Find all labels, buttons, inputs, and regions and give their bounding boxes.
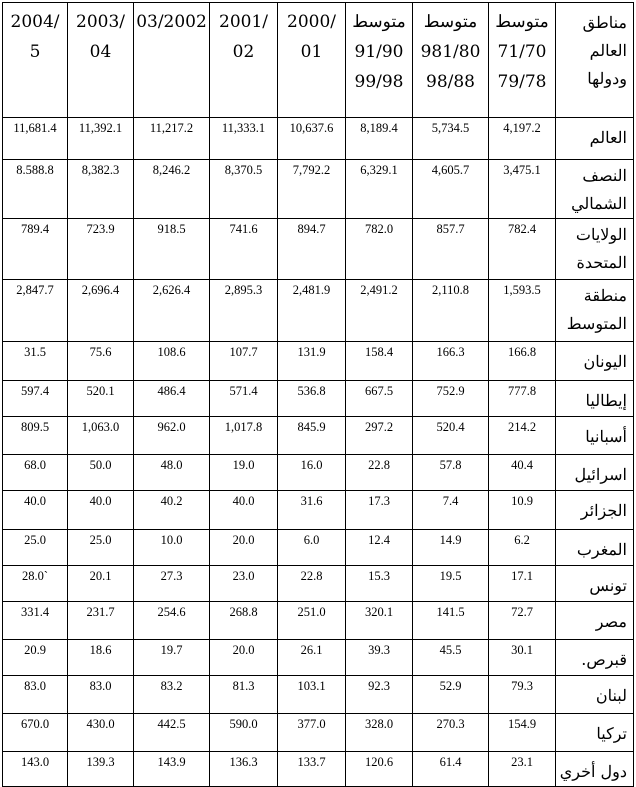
table-row xyxy=(3,640,634,676)
region-label: المغرب xyxy=(576,540,627,559)
value-cell: 20.0 xyxy=(210,530,278,566)
region-cell xyxy=(556,566,634,602)
value-cell: 18.6 xyxy=(68,640,134,676)
value-cell: 845.9 xyxy=(278,417,346,455)
value-cell: 141.5 xyxy=(413,602,489,640)
value-cell: 72.7 xyxy=(489,602,556,640)
table-row xyxy=(3,160,634,219)
region-cell xyxy=(556,417,634,455)
region-label: النصف xyxy=(582,166,627,185)
value-cell: 10.0 xyxy=(134,530,210,566)
value-cell: 8,189.4 xyxy=(346,118,413,160)
value-cell: 143.9 xyxy=(134,752,210,787)
header-period-6 xyxy=(134,3,210,118)
value-cell: 19.0 xyxy=(210,455,278,491)
value-cell: 11,217.2 xyxy=(134,118,210,160)
value-cell: 6,329.1 xyxy=(346,160,413,219)
table-row xyxy=(3,219,634,280)
header-line: 99/98 xyxy=(354,72,404,92)
region-cell xyxy=(556,530,634,566)
value-cell: 789.4 xyxy=(3,219,68,280)
value-cell: 158.4 xyxy=(346,342,413,381)
value-cell: 83.0 xyxy=(3,676,68,714)
header-line: 91/90 xyxy=(354,42,404,62)
value-cell: 1,017.8 xyxy=(210,417,278,455)
table-row xyxy=(3,491,634,530)
value-cell: 782.4 xyxy=(489,219,556,280)
region-label: الشمالي xyxy=(571,194,627,213)
table-row xyxy=(3,417,634,455)
region-cell xyxy=(556,752,634,787)
value-cell: 667.5 xyxy=(346,381,413,417)
value-cell: 1,063.0 xyxy=(68,417,134,455)
value-cell: 214.2 xyxy=(489,417,556,455)
value-cell: 23.1 xyxy=(489,752,556,787)
value-cell: 1,593.5 xyxy=(489,280,556,342)
table-row xyxy=(3,602,634,640)
value-cell: 5,734.5 xyxy=(413,118,489,160)
region-cell xyxy=(556,160,634,219)
region-label: تركيا xyxy=(596,724,627,743)
value-cell: 254.6 xyxy=(134,602,210,640)
value-cell: 723.9 xyxy=(68,219,134,280)
value-cell: 8,370.5 xyxy=(210,160,278,219)
header-period-4 xyxy=(278,3,346,118)
value-cell: 45.5 xyxy=(413,640,489,676)
region-label: العالم xyxy=(589,128,627,147)
value-cell: 19.7 xyxy=(134,640,210,676)
value-cell: 571.4 xyxy=(210,381,278,417)
value-cell: 320.1 xyxy=(346,602,413,640)
value-cell: 297.2 xyxy=(346,417,413,455)
header-region xyxy=(556,3,634,118)
value-cell: 536.8 xyxy=(278,381,346,417)
header-line: 71/70 xyxy=(497,42,547,62)
region-cell xyxy=(556,491,634,530)
value-cell: 81.3 xyxy=(210,676,278,714)
region-label: اسرائيل xyxy=(574,465,627,484)
value-cell: 918.5 xyxy=(134,219,210,280)
value-cell: 520.4 xyxy=(413,417,489,455)
value-cell: 809.5 xyxy=(3,417,68,455)
region-label: اليونان xyxy=(583,352,627,371)
value-cell: 8,382.3 xyxy=(68,160,134,219)
table-body xyxy=(3,118,634,787)
region-label: تونس xyxy=(589,576,627,595)
header-line: مناطق xyxy=(582,13,627,32)
header-line: 04 xyxy=(89,42,112,62)
data-table xyxy=(2,2,634,787)
region-label: المتحدة xyxy=(576,253,627,272)
region-cell xyxy=(556,219,634,280)
value-cell: 268.8 xyxy=(210,602,278,640)
value-cell: 30.1 xyxy=(489,640,556,676)
value-cell: 40.2 xyxy=(134,491,210,530)
table-row xyxy=(3,455,634,491)
header-line: متوسط xyxy=(423,12,478,32)
table-row xyxy=(3,280,634,342)
value-cell: 83.2 xyxy=(134,676,210,714)
value-cell: 23.0 xyxy=(210,566,278,602)
region-cell xyxy=(556,714,634,752)
value-cell: `28.0 xyxy=(3,566,68,602)
value-cell: 590.0 xyxy=(210,714,278,752)
value-cell: 8,246.2 xyxy=(134,160,210,219)
header-line: 03/2002 xyxy=(136,12,207,32)
value-cell: 857.7 xyxy=(413,219,489,280)
value-cell: 20.1 xyxy=(68,566,134,602)
value-cell: 31.5 xyxy=(3,342,68,381)
value-cell: 7.4 xyxy=(413,491,489,530)
value-cell: 79.3 xyxy=(489,676,556,714)
region-label: المتوسط xyxy=(566,314,627,333)
value-cell: 166.8 xyxy=(489,342,556,381)
header-line: 79/78 xyxy=(497,72,547,92)
value-cell: 48.0 xyxy=(134,455,210,491)
value-cell: 962.0 xyxy=(134,417,210,455)
value-cell: 75.6 xyxy=(68,342,134,381)
value-cell: 782.0 xyxy=(346,219,413,280)
value-cell: 597.4 xyxy=(3,381,68,417)
value-cell: 3,475.1 xyxy=(489,160,556,219)
region-cell xyxy=(556,602,634,640)
table-row xyxy=(3,381,634,417)
value-cell: 2,626.4 xyxy=(134,280,210,342)
value-cell: 39.3 xyxy=(346,640,413,676)
value-cell: 10.9 xyxy=(489,491,556,530)
value-cell: 331.4 xyxy=(3,602,68,640)
value-cell: 4,197.2 xyxy=(489,118,556,160)
header-line: متوسط xyxy=(495,12,549,32)
value-cell: 17.3 xyxy=(346,491,413,530)
value-cell: 486.4 xyxy=(134,381,210,417)
header-period-2 xyxy=(413,3,489,118)
value-cell: 40.0 xyxy=(68,491,134,530)
value-cell: 11,333.1 xyxy=(210,118,278,160)
value-cell: 11,681.4 xyxy=(3,118,68,160)
value-cell: 11,392.1 xyxy=(68,118,134,160)
region-label: قبرص. xyxy=(581,650,627,669)
header-line: متوسط xyxy=(352,12,406,32)
header-line: /2001 xyxy=(219,12,268,32)
value-cell: 10,637.6 xyxy=(278,118,346,160)
header-line: 01 xyxy=(300,42,323,62)
value-cell: 2,491.2 xyxy=(346,280,413,342)
header-period-5 xyxy=(210,3,278,118)
value-cell: 108.6 xyxy=(134,342,210,381)
value-cell: 15.3 xyxy=(346,566,413,602)
region-label: الولايات xyxy=(575,225,627,244)
value-cell: 57.8 xyxy=(413,455,489,491)
value-cell: 231.7 xyxy=(68,602,134,640)
value-cell: 20.9 xyxy=(3,640,68,676)
value-cell: 6.2 xyxy=(489,530,556,566)
region-label: منطقة xyxy=(583,286,627,305)
value-cell: 40.0 xyxy=(210,491,278,530)
value-cell: 328.0 xyxy=(346,714,413,752)
header-line: العالم xyxy=(589,41,627,60)
value-cell: 50.0 xyxy=(68,455,134,491)
region-cell xyxy=(556,280,634,342)
header-period-8 xyxy=(3,3,68,118)
value-cell: 6.0 xyxy=(278,530,346,566)
value-cell: 251.0 xyxy=(278,602,346,640)
value-cell: 7,792.2 xyxy=(278,160,346,219)
table-row xyxy=(3,342,634,381)
region-cell xyxy=(556,342,634,381)
value-cell: 120.6 xyxy=(346,752,413,787)
header-line: 981/80 xyxy=(420,42,481,62)
value-cell: 741.6 xyxy=(210,219,278,280)
table-row xyxy=(3,566,634,602)
value-cell: 107.7 xyxy=(210,342,278,381)
header-line: 98/88 xyxy=(426,72,475,92)
header-line: /2003 xyxy=(76,12,125,32)
value-cell: 27.3 xyxy=(134,566,210,602)
value-cell: 154.9 xyxy=(489,714,556,752)
value-cell: 133.7 xyxy=(278,752,346,787)
value-cell: 377.0 xyxy=(278,714,346,752)
value-cell: 670.0 xyxy=(3,714,68,752)
header-line: /2000 xyxy=(287,12,336,32)
region-label: أسبانيا xyxy=(585,427,627,446)
value-cell: 2,696.4 xyxy=(68,280,134,342)
value-cell: 92.3 xyxy=(346,676,413,714)
value-cell: 103.1 xyxy=(278,676,346,714)
value-cell: 61.4 xyxy=(413,752,489,787)
value-cell: 26.1 xyxy=(278,640,346,676)
value-cell: 143.0 xyxy=(3,752,68,787)
value-cell: 83.0 xyxy=(68,676,134,714)
value-cell: 131.9 xyxy=(278,342,346,381)
value-cell: 40.4 xyxy=(489,455,556,491)
value-cell: 442.5 xyxy=(134,714,210,752)
region-cell xyxy=(556,676,634,714)
value-cell: 8.588.8 xyxy=(3,160,68,219)
value-cell: 777.8 xyxy=(489,381,556,417)
value-cell: 68.0 xyxy=(3,455,68,491)
value-cell: 52.9 xyxy=(413,676,489,714)
value-cell: 752.9 xyxy=(413,381,489,417)
value-cell: 4,605.7 xyxy=(413,160,489,219)
table-row xyxy=(3,676,634,714)
header-period-1 xyxy=(489,3,556,118)
value-cell: 136.3 xyxy=(210,752,278,787)
value-cell: 12.4 xyxy=(346,530,413,566)
table-row xyxy=(3,752,634,787)
table-row xyxy=(3,530,634,566)
region-cell xyxy=(556,118,634,160)
value-cell: 166.3 xyxy=(413,342,489,381)
header-line: /2004 xyxy=(10,12,60,32)
value-cell: 520.1 xyxy=(68,381,134,417)
header-period-7 xyxy=(68,3,134,118)
value-cell: 22.8 xyxy=(346,455,413,491)
region-label: مصر xyxy=(595,612,627,631)
value-cell: 2,847.7 xyxy=(3,280,68,342)
value-cell: 22.8 xyxy=(278,566,346,602)
value-cell: 19.5 xyxy=(413,566,489,602)
value-cell: 20.0 xyxy=(210,640,278,676)
value-cell: 430.0 xyxy=(68,714,134,752)
value-cell: 17.1 xyxy=(489,566,556,602)
value-cell: 2,110.8 xyxy=(413,280,489,342)
region-cell xyxy=(556,381,634,417)
value-cell: 31.6 xyxy=(278,491,346,530)
header-period-3 xyxy=(346,3,413,118)
value-cell: 270.3 xyxy=(413,714,489,752)
value-cell: 2,481.9 xyxy=(278,280,346,342)
value-cell: 139.3 xyxy=(68,752,134,787)
value-cell: 25.0 xyxy=(68,530,134,566)
region-cell xyxy=(556,455,634,491)
value-cell: 894.7 xyxy=(278,219,346,280)
region-label: الجزائر xyxy=(580,501,627,520)
header-line: 5 xyxy=(29,42,41,62)
region-label: لبنان xyxy=(595,686,627,705)
value-cell: 16.0 xyxy=(278,455,346,491)
region-label: دول أخري xyxy=(559,762,627,781)
value-cell: 40.0 xyxy=(3,491,68,530)
value-cell: 14.9 xyxy=(413,530,489,566)
header-row xyxy=(3,3,634,118)
region-label: إيطاليا xyxy=(585,391,627,410)
table-row xyxy=(3,714,634,752)
value-cell: 25.0 xyxy=(3,530,68,566)
header-line: 02 xyxy=(232,42,255,62)
value-cell: 2,895.3 xyxy=(210,280,278,342)
region-cell xyxy=(556,640,634,676)
header-line: ودولها xyxy=(587,69,627,88)
table-row xyxy=(3,118,634,160)
